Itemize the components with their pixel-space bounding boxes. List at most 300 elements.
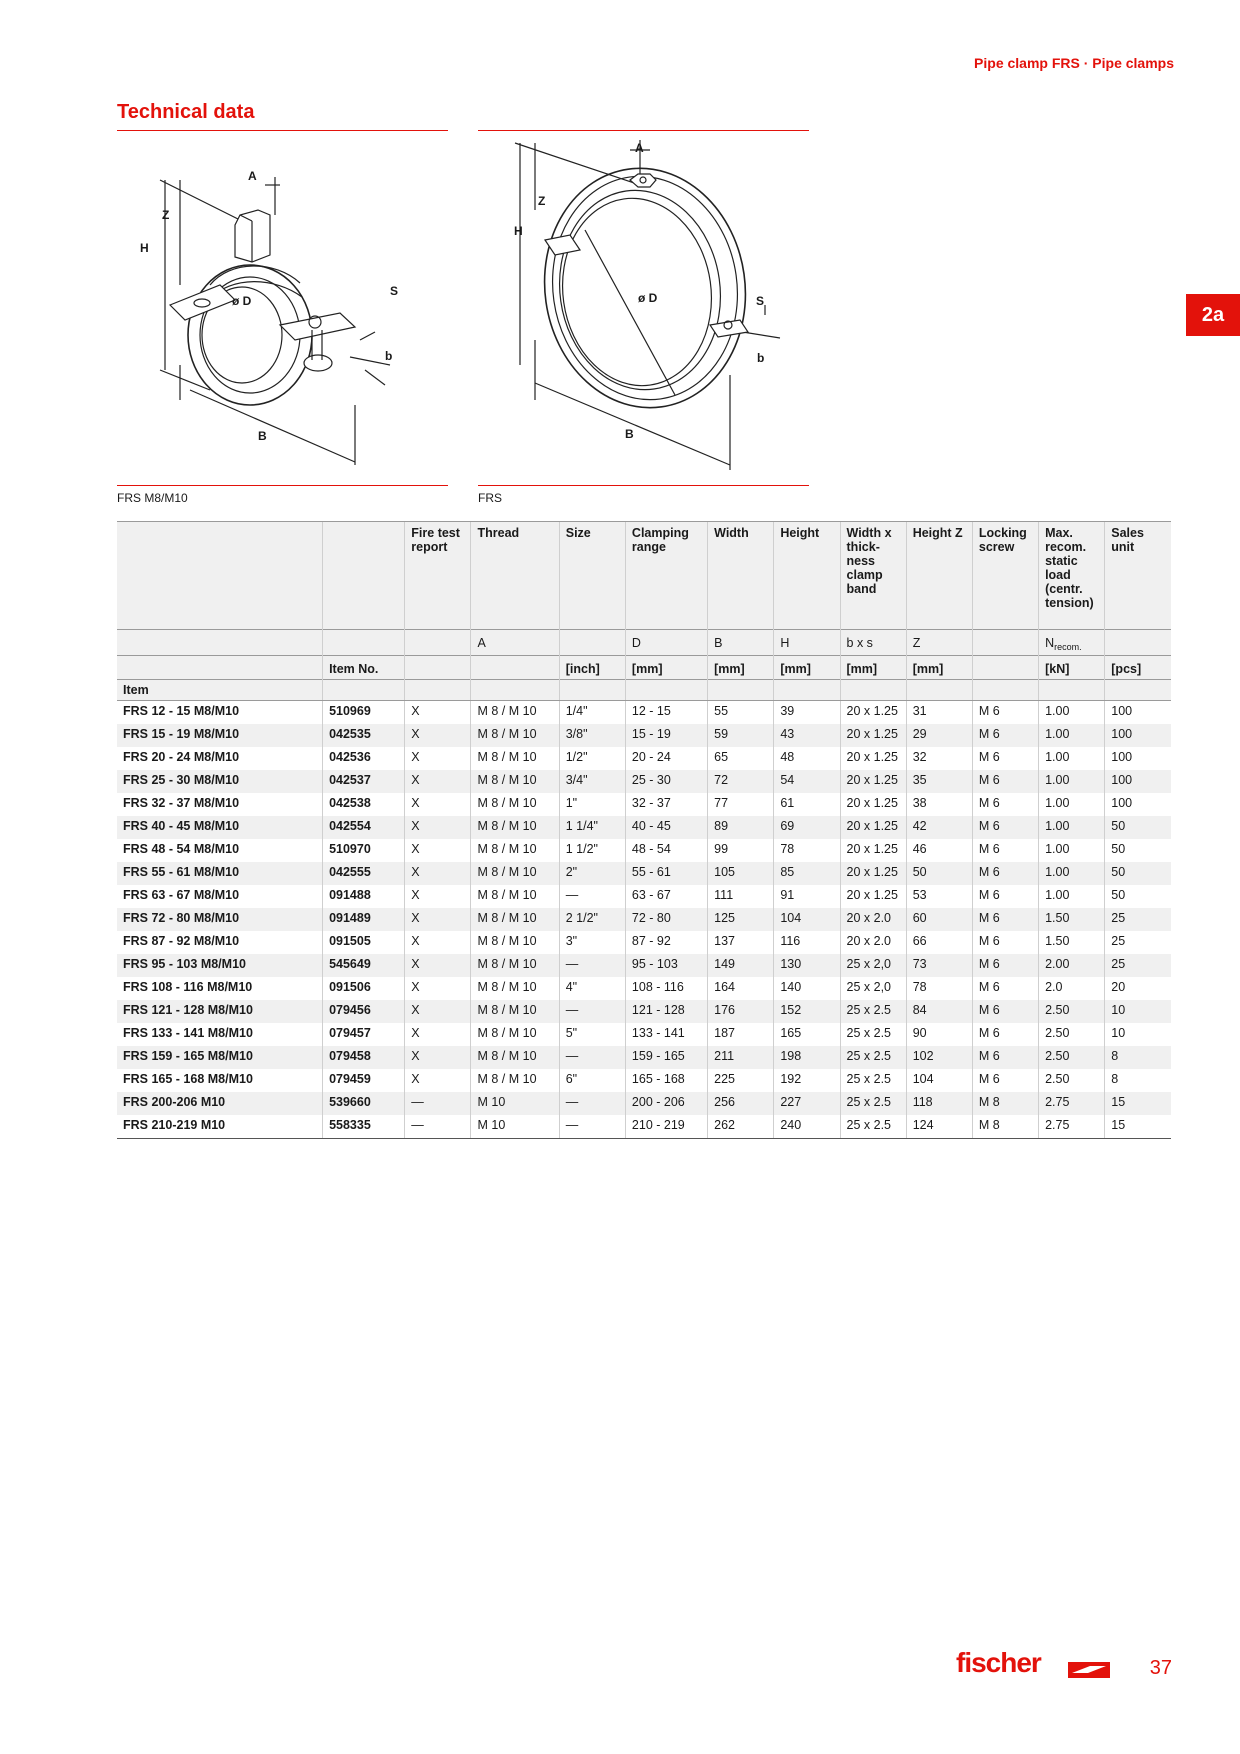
dim-label-s: S — [756, 294, 765, 308]
header-unit: [pcs] — [1105, 656, 1171, 680]
table-cell: 20 x 2.0 — [840, 908, 906, 931]
table-cell: M 10 — [471, 1092, 559, 1115]
dim-label-z: Z — [162, 208, 170, 222]
header-unit — [972, 656, 1038, 680]
item-name-cell: FRS 133 - 141 M8/M10 — [123, 1026, 253, 1040]
table-cell: 100 — [1105, 747, 1171, 770]
table-cell: 15 — [1105, 1092, 1171, 1115]
table-cell: M 8 — [972, 1092, 1038, 1115]
header-symbol — [972, 630, 1038, 656]
table-cell: M 6 — [972, 1069, 1038, 1092]
table-cell: 118 — [906, 1092, 972, 1115]
table-cell: 159 - 165 — [625, 1046, 707, 1069]
table-cell: 20 x 1.25 — [840, 885, 906, 908]
table-cell: X — [405, 701, 471, 725]
table-cell: X — [405, 931, 471, 954]
header-unit: [mm] — [840, 656, 906, 680]
header-label: Width — [708, 522, 774, 630]
table-cell: 2.0 — [1039, 977, 1105, 1000]
table-cell: 89 — [708, 816, 774, 839]
table-row — [117, 977, 1171, 1000]
item-number-cell: 091506 — [323, 977, 405, 1000]
header-label: Max. recom. static load (centr. tension) — [1039, 522, 1105, 630]
header-label: Height — [774, 522, 840, 630]
table-cell: 50 — [1105, 816, 1171, 839]
header-symbol: D — [625, 630, 707, 656]
table-cell: M 8 / M 10 — [471, 793, 559, 816]
item-name-cell: FRS 108 - 116 M8/M10 — [123, 980, 253, 994]
table-cell: 73 — [906, 954, 972, 977]
table-cell: 53 — [906, 885, 972, 908]
table-cell: M 8 / M 10 — [471, 954, 559, 977]
table-cell: M 6 — [972, 931, 1038, 954]
dim-label-a: A — [248, 169, 257, 183]
item-name-cell: FRS 165 - 168 M8/M10 — [123, 1072, 253, 1086]
table-cell: 20 x 2.0 — [840, 931, 906, 954]
table-cell: 78 — [906, 977, 972, 1000]
item-number-cell: 510969 — [323, 701, 405, 725]
table-cell: M 6 — [972, 1000, 1038, 1023]
item-number-cell: 042538 — [323, 793, 405, 816]
table-cell: 87 - 92 — [625, 931, 707, 954]
table-cell: M 6 — [972, 885, 1038, 908]
table-row — [117, 770, 1171, 793]
item-name-cell: FRS 12 - 15 M8/M10 — [123, 704, 240, 718]
item-number-cell: 042537 — [323, 770, 405, 793]
table-cell: X — [405, 724, 471, 747]
header-unit: [mm] — [774, 656, 840, 680]
table-cell: 5" — [559, 1023, 625, 1046]
header-unit: [kN] — [1039, 656, 1105, 680]
header-symbol — [323, 630, 405, 656]
table-cell: 63 - 67 — [625, 885, 707, 908]
table-cell: M 8 / M 10 — [471, 931, 559, 954]
figure-1-caption: FRS M8/M10 — [117, 491, 188, 505]
dim-label-h: H — [140, 241, 149, 255]
table-cell: 121 - 128 — [625, 1000, 707, 1023]
header-symbol — [405, 630, 471, 656]
header-label — [323, 522, 405, 630]
table-cell: 165 — [774, 1023, 840, 1046]
table-cell: M 6 — [972, 908, 1038, 931]
table-row — [117, 1069, 1171, 1092]
table-cell: 211 — [708, 1046, 774, 1069]
table-cell: 46 — [906, 839, 972, 862]
dim-label-b: B — [258, 429, 267, 443]
item-name-cell: FRS 210-219 M10 — [117, 1115, 323, 1139]
table-cell: 55 - 61 — [625, 862, 707, 885]
table-cell: 164 — [708, 977, 774, 1000]
table-cell: M 6 — [972, 839, 1038, 862]
figure-1-top-rule — [117, 130, 448, 131]
item-number-cell: 091489 — [323, 908, 405, 931]
header-symbol: $N_{recom.}$ — [1039, 630, 1105, 656]
item-number-cell: 079458 — [323, 1046, 405, 1069]
table-cell: 200 - 206 — [625, 1092, 707, 1115]
table-cell: M 6 — [972, 954, 1038, 977]
table-cell: — — [559, 1115, 625, 1139]
table-cell: M 6 — [972, 1046, 1038, 1069]
table-cell: 35 — [906, 770, 972, 793]
table-cell: 1.00 — [1039, 793, 1105, 816]
table-row — [117, 839, 1171, 862]
table-cell: 8 — [1105, 1046, 1171, 1069]
item-name-cell: FRS 159 - 165 M8/M10 — [117, 1046, 323, 1069]
table-cell: M 8 / M 10 — [471, 1046, 559, 1069]
header-unit: [mm] — [708, 656, 774, 680]
table-cell: 1.00 — [1039, 862, 1105, 885]
table-cell: 20 - 24 — [625, 747, 707, 770]
table-row — [117, 908, 1171, 931]
table-cell: 262 — [708, 1115, 774, 1139]
table-cell: 32 - 37 — [625, 793, 707, 816]
table-cell: X — [405, 793, 471, 816]
table-cell: 111 — [708, 885, 774, 908]
table-cell: 256 — [708, 1092, 774, 1115]
table-cell: 48 - 54 — [625, 839, 707, 862]
table-cell: 149 — [708, 954, 774, 977]
table-cell: 20 x 1.25 — [840, 747, 906, 770]
header-label: Height Z — [906, 522, 972, 630]
table-cell: M 8 — [972, 1115, 1038, 1139]
table-cell: M 6 — [972, 862, 1038, 885]
table-cell: M 6 — [972, 1023, 1038, 1046]
table-cell: 20 x 1.25 — [840, 724, 906, 747]
table-cell: 95 - 103 — [625, 954, 707, 977]
table-cell: 100 — [1105, 701, 1171, 725]
table-cell: 227 — [774, 1092, 840, 1115]
table-cell: 20 x 1.25 — [840, 770, 906, 793]
table-cell: 198 — [774, 1046, 840, 1069]
item-name-cell: FRS 48 - 54 M8/M10 — [123, 842, 240, 856]
table-cell: 137 — [708, 931, 774, 954]
table-cell: 25 x 2.5 — [840, 1000, 906, 1023]
table-row — [117, 701, 1171, 725]
table-cell: 25 — [1105, 908, 1171, 931]
table-cell: 140 — [774, 977, 840, 1000]
table-cell: X — [405, 1069, 471, 1092]
table-cell: 91 — [774, 885, 840, 908]
item-number-cell: 042536 — [323, 747, 405, 770]
item-number-cell: 042535 — [323, 724, 405, 747]
table-cell: — — [559, 954, 625, 977]
table-cell: X — [405, 816, 471, 839]
technical-data-table — [117, 521, 1171, 1139]
table-row — [117, 724, 1171, 747]
table-cell: 100 — [1105, 724, 1171, 747]
table-cell: 210 - 219 — [625, 1115, 707, 1139]
table-cell: 2 1/2" — [559, 908, 625, 931]
table-cell: M 8 / M 10 — [471, 816, 559, 839]
table-cell: 1.50 — [1039, 931, 1105, 954]
header-label: Width x thick-ness clamp band — [840, 522, 906, 630]
table-cell: 61 — [774, 793, 840, 816]
table-cell: M 6 — [972, 816, 1038, 839]
table-cell: 55 — [708, 701, 774, 725]
table-cell: M 8 / M 10 — [471, 977, 559, 1000]
item-name-cell: FRS 40 - 45 M8/M10 — [117, 816, 323, 839]
table-cell: 1.00 — [1039, 701, 1105, 725]
header-unit-row — [117, 656, 1171, 680]
table-row — [117, 1115, 1171, 1139]
table-cell: M 8 / M 10 — [471, 885, 559, 908]
dim-label-d: ø D — [232, 294, 252, 308]
header-unit: [mm] — [906, 656, 972, 680]
table-cell: M 6 — [972, 724, 1038, 747]
table-cell: 90 — [906, 1023, 972, 1046]
table-cell: 50 — [1105, 839, 1171, 862]
table-cell: 1/4" — [559, 701, 625, 725]
table-cell: X — [405, 885, 471, 908]
table-cell: 25 x 2.5 — [840, 1069, 906, 1092]
item-number-cell: 042555 — [323, 862, 405, 885]
header-symbol: A — [471, 630, 559, 656]
table-cell: M 8 / M 10 — [471, 839, 559, 862]
table-cell: M 8 / M 10 — [471, 1023, 559, 1046]
header-label: Clamping range — [625, 522, 707, 630]
dim-label-a: A — [635, 141, 644, 155]
header-symbol: H — [774, 630, 840, 656]
brand-mark-icon — [1068, 1662, 1110, 1678]
table-cell: X — [405, 908, 471, 931]
item-number-cell: 042554 — [323, 816, 405, 839]
table-cell: M 8 / M 10 — [471, 701, 559, 725]
header-label: Sales unit — [1105, 522, 1171, 630]
header-unit: [inch] — [559, 656, 625, 680]
table-cell: 3/4" — [559, 770, 625, 793]
table-cell: 165 - 168 — [625, 1069, 707, 1092]
table-cell: 84 — [906, 1000, 972, 1023]
table-cell: 25 x 2,0 — [840, 977, 906, 1000]
table-cell: — — [559, 885, 625, 908]
table-row — [117, 931, 1171, 954]
table-cell: 1.00 — [1039, 770, 1105, 793]
table-cell: 20 x 1.25 — [840, 793, 906, 816]
item-name-cell: FRS 200-206 M10 — [117, 1092, 323, 1115]
table-cell: M 6 — [972, 977, 1038, 1000]
item-number-cell: 079459 — [323, 1069, 405, 1092]
figure-1-bottom-rule — [117, 485, 448, 486]
table-cell: 43 — [774, 724, 840, 747]
table-row — [117, 1046, 1171, 1069]
table-cell: 1.00 — [1039, 724, 1105, 747]
table-cell: X — [405, 747, 471, 770]
table-cell: 50 — [1105, 885, 1171, 908]
item-name-cell: FRS 20 - 24 M8/M10 — [123, 750, 240, 764]
table-cell: 104 — [906, 1069, 972, 1092]
table-cell: X — [405, 770, 471, 793]
table-cell: M 6 — [972, 793, 1038, 816]
table-cell: 1 1/4" — [559, 816, 625, 839]
item-name-cell: FRS 32 - 37 M8/M10 — [123, 796, 240, 810]
item-name-cell: FRS 121 - 128 M8/M10 — [117, 1000, 323, 1023]
section-title: Technical data — [117, 101, 255, 123]
table-cell: 240 — [774, 1115, 840, 1139]
table-cell: 2.50 — [1039, 1023, 1105, 1046]
header-label: Locking screw — [972, 522, 1038, 630]
table-cell: 12 - 15 — [625, 701, 707, 725]
header-unit — [117, 656, 323, 680]
table-cell: 20 — [1105, 977, 1171, 1000]
item-name-cell: FRS 72 - 80 M8/M10 — [117, 908, 323, 931]
table-cell: — — [559, 1092, 625, 1115]
table-cell: 31 — [906, 701, 972, 725]
item-number-cell: 558335 — [323, 1115, 405, 1139]
dim-label-b-small: b — [385, 349, 393, 363]
table-cell: 59 — [708, 724, 774, 747]
table-cell: M 6 — [972, 770, 1038, 793]
table-cell: 116 — [774, 931, 840, 954]
table-cell: 152 — [774, 1000, 840, 1023]
table-cell: 39 — [774, 701, 840, 725]
header-unit: [mm] — [625, 656, 707, 680]
table-cell: 2.00 — [1039, 954, 1105, 977]
table-cell: M 8 / M 10 — [471, 770, 559, 793]
table-cell: 50 — [906, 862, 972, 885]
table-cell: 25 x 2.5 — [840, 1046, 906, 1069]
table-cell: 100 — [1105, 770, 1171, 793]
table-cell: X — [405, 954, 471, 977]
dim-label-b: B — [625, 427, 634, 441]
header-symbol — [1105, 630, 1171, 656]
table-cell: 1.00 — [1039, 839, 1105, 862]
dim-label-s: S — [390, 284, 399, 298]
item-number-cell: 510970 — [323, 839, 405, 862]
item-name-cell: FRS 25 - 30 M8/M10 — [117, 770, 323, 793]
table-cell: 60 — [906, 908, 972, 931]
table-cell: 100 — [1105, 793, 1171, 816]
header-unit: Item No. — [323, 656, 405, 680]
table-cell: 78 — [774, 839, 840, 862]
table-cell: 65 — [708, 747, 774, 770]
table-cell: — — [405, 1115, 471, 1139]
dim-label-b-small: b — [757, 351, 765, 365]
item-number-cell: 539660 — [323, 1092, 405, 1115]
table-cell: 15 - 19 — [625, 724, 707, 747]
table-cell: 3" — [559, 931, 625, 954]
table-cell: M 8 / M 10 — [471, 1069, 559, 1092]
table-cell: M 8 / M 10 — [471, 862, 559, 885]
header-label: Size — [559, 522, 625, 630]
table-row — [117, 1023, 1171, 1046]
table-cell: 10 — [1105, 1023, 1171, 1046]
table-cell: 1.00 — [1039, 885, 1105, 908]
table-cell: X — [405, 1023, 471, 1046]
table-cell: 38 — [906, 793, 972, 816]
dim-label-h: H — [514, 224, 523, 238]
table-cell: 102 — [906, 1046, 972, 1069]
item-name-cell: FRS 63 - 67 M8/M10 — [123, 888, 240, 902]
page-number: 37 — [1149, 1657, 1172, 1679]
header-label: Fire test report — [405, 522, 471, 630]
table-row — [117, 793, 1171, 816]
table-cell: 2.50 — [1039, 1069, 1105, 1092]
table-cell: 99 — [708, 839, 774, 862]
figure-2-top-rule — [478, 130, 809, 131]
item-number-cell: 091488 — [323, 885, 405, 908]
table-cell: 130 — [774, 954, 840, 977]
header-unit — [405, 656, 471, 680]
table-row — [117, 747, 1171, 770]
table-cell: 25 — [1105, 931, 1171, 954]
dim-label-d: ø D — [638, 291, 658, 305]
table-cell: 25 x 2,0 — [840, 954, 906, 977]
dim-label-z: Z — [538, 194, 546, 208]
table-cell: 20 x 1.25 — [840, 816, 906, 839]
table-cell: 2.50 — [1039, 1000, 1105, 1023]
table-row — [117, 862, 1171, 885]
table-cell: 77 — [708, 793, 774, 816]
header-symbol: B — [708, 630, 774, 656]
table-cell: 72 — [708, 770, 774, 793]
table-cell: M 8 / M 10 — [471, 1000, 559, 1023]
table-cell: — — [405, 1092, 471, 1115]
table-cell: 32 — [906, 747, 972, 770]
brand-logo: fischer — [956, 1647, 1041, 1678]
table-cell: 2.75 — [1039, 1092, 1105, 1115]
table-cell: 25 x 2.5 — [840, 1092, 906, 1115]
figure-frs-m8m10-drawing — [140, 165, 430, 465]
table-cell: M 10 — [471, 1115, 559, 1139]
table-cell: M 8 / M 10 — [471, 724, 559, 747]
table-cell: 25 x 2.5 — [840, 1115, 906, 1139]
table-cell: 69 — [774, 816, 840, 839]
table-cell: 2.75 — [1039, 1115, 1105, 1139]
table-cell: 20 x 1.25 — [840, 701, 906, 725]
table-cell: 8 — [1105, 1069, 1171, 1092]
table-row — [117, 954, 1171, 977]
header-label-row — [117, 522, 1171, 630]
header-label — [117, 522, 323, 630]
breadcrumb: Pipe clamp FRS · Pipe clamps — [974, 55, 1174, 71]
chapter-tab[interactable]: 2a — [1186, 294, 1240, 336]
table-cell: 4" — [559, 977, 625, 1000]
table-cell: 176 — [708, 1000, 774, 1023]
table-cell: 42 — [906, 816, 972, 839]
header-item-label: Item — [117, 680, 323, 701]
table-cell: X — [405, 839, 471, 862]
item-name-cell: FRS 87 - 92 M8/M10 — [123, 934, 240, 948]
figure-2-caption: FRS — [478, 491, 502, 505]
table-cell: 85 — [774, 862, 840, 885]
table-cell: 225 — [708, 1069, 774, 1092]
table-cell: 1 1/2" — [559, 839, 625, 862]
header-symbol: Z — [906, 630, 972, 656]
table-cell: 1" — [559, 793, 625, 816]
header-item-row — [117, 680, 1171, 701]
table-body — [117, 701, 1171, 1139]
table-cell: — — [559, 1000, 625, 1023]
header-symbol: b x s — [840, 630, 906, 656]
table-cell: 1.50 — [1039, 908, 1105, 931]
table-cell: 2" — [559, 862, 625, 885]
table-cell: M 6 — [972, 701, 1038, 725]
table-cell: 25 — [1105, 954, 1171, 977]
table-cell: 54 — [774, 770, 840, 793]
table-cell: 20 x 1.25 — [840, 839, 906, 862]
table-cell: M 8 / M 10 — [471, 908, 559, 931]
table-cell: 50 — [1105, 862, 1171, 885]
table-cell: X — [405, 977, 471, 1000]
table-row — [117, 885, 1171, 908]
table-row — [117, 816, 1171, 839]
figure-frs-drawing — [500, 140, 800, 470]
table-cell: 104 — [774, 908, 840, 931]
table-cell: 25 - 30 — [625, 770, 707, 793]
table-cell: 20 x 1.25 — [840, 862, 906, 885]
table-cell: 48 — [774, 747, 840, 770]
table-cell: 6" — [559, 1069, 625, 1092]
